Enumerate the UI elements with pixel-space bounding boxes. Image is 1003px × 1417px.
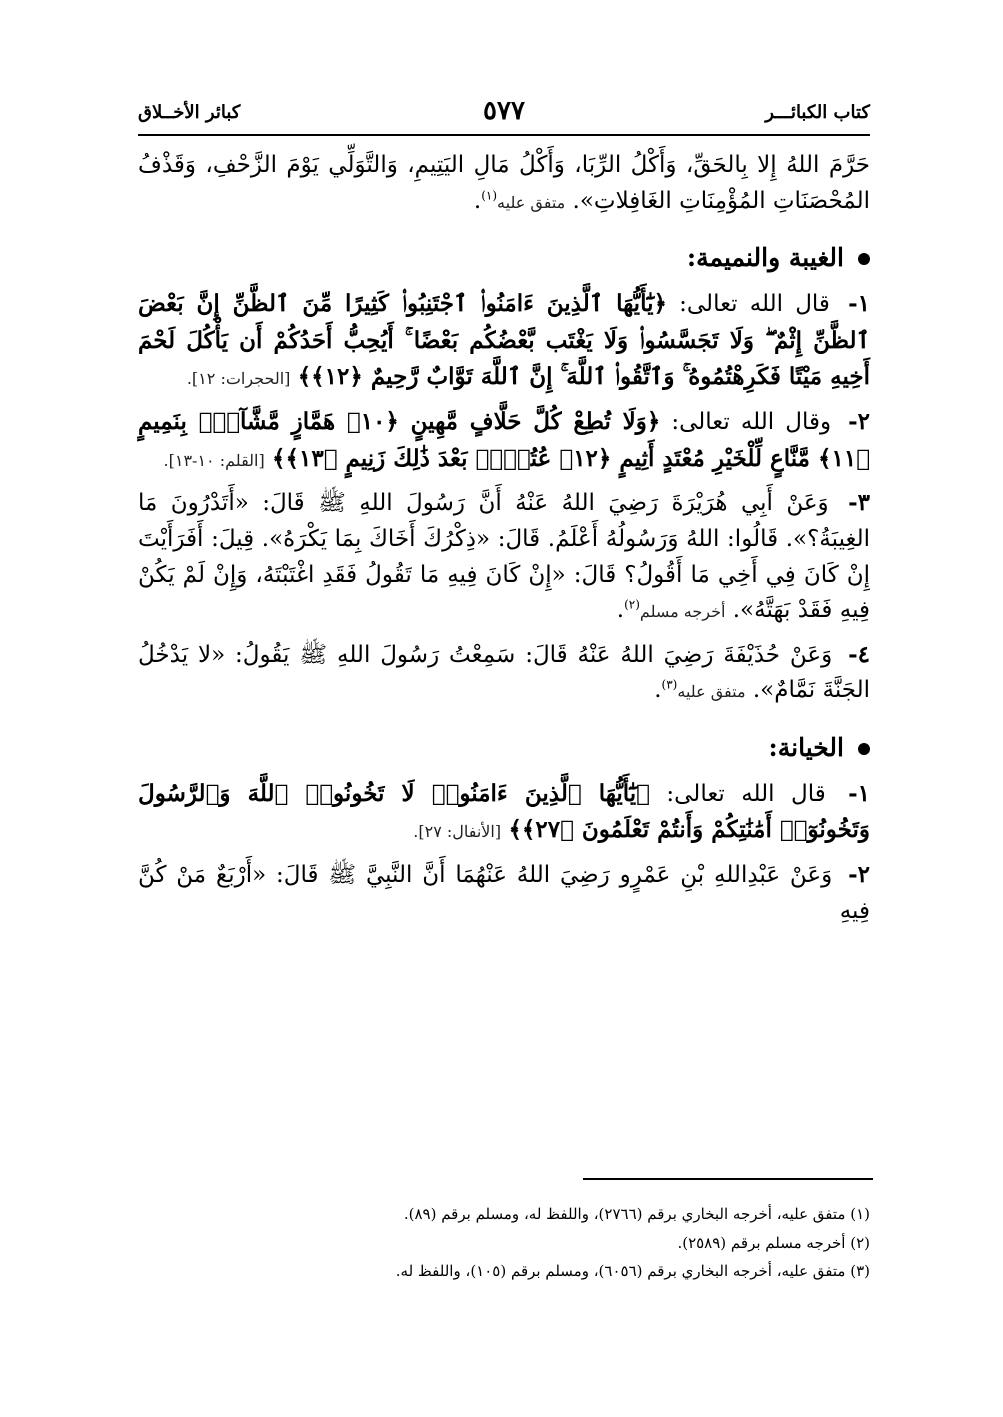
hadith-attribution: أخرجه مسلم	[639, 602, 726, 622]
quran-verse: ﴿يَٰٓأَيُّهَا ٱلَّذِينَ ءَامَنُوا۟ ٱجْتَنِبُوا۟ كَثِيرًا مِّنَ ٱلظَّنِّ إِنَّ بَعْضَ ٱلظَّنِّ إِثْمٌ ۖ وَلَا تَجَسَّسُوا۟ وَلَا يَغْتَب بَّعْضُكُم بَعْضًا ۚ أَيُحِبُّ أَحَدُكُمْ أَن يَأْكُلَ لَحْمَ أَخِيهِ مَيْتًا فَكَرِهْتُمُوهُ ۚ وَٱتَّقُوا۟ ٱللَّهَ ۚ إِنَّ ٱللَّهَ تَوَّابٌ رَّحِيمٌ ﴿١٢﴾﴾	[138, 290, 870, 391]
quran-verse: ﴿يَٰٓأَيُّهَا ٱلَّذِينَ ءَامَنُوا۟ لَا تَخُونُوا۟ ٱللَّهَ وَٱلرَّسُولَ وَتَخُونُوٓا۟ أَمَٰنَٰتِكُمْ وَأَنتُمْ تَعْلَمُونَ ﴿٢٧﴾﴾	[138, 779, 870, 844]
main-content	[138, 148, 870, 937]
intro-paragraph: حَرَّمَ اللهُ إِلا بِالحَقِّ، وَأَكْلُ الرِّبَا، وَأَكْلُ مَالِ اليَتِيمِ، وَالتَّوَلِّي يَوْمَ الزَّحْفِ، وَقَذْفُ المُحْصَنَاتِ المُؤْمِنَاتِ الغَافِلاتِ». متفق عليه$^{(١)}$.	[138, 152, 870, 214]
list-item: ٤- وَعَنْ حُذَيْفَةَ رَضِيَ اللهُ عَنْهُ قَالَ: سَمِعْتُ رَسُولَ اللهِ ﷺ يَقُولُ: «لا يَدْخُلُ الجَنَّةَ نَمَّامٌ». متفق عليه$^{(٣)}$.	[138, 640, 870, 704]
hadith-text: وَعَنْ عَبْدِاللهِ بْنِ عَمْرٍو رَضِيَ اللهُ عَنْهُمَا أَنَّ النَّبِيَّ ﷺ قَالَ: «أَرْبَعٌ مَنْ كُنَّ فِيهِ	[138, 862, 870, 924]
item-lead: قال الله تعالى:	[679, 291, 830, 318]
verse-reference: [القلم: ١٠-١٣].	[163, 450, 265, 470]
footnote-ref: (٣)	[661, 677, 678, 692]
chapter-title: كبائر الأخــلاق	[138, 102, 241, 123]
quran-verse: ﴿وَلَا تُطِعْ كُلَّ حَلَّافٍ مَّهِينٍ ﴿١٠﴾ هَمَّازٍ مَّشَّآءٍۭ بِنَمِيمٍ ﴿١١﴾ مَّنَّاعٍ لِّلْخَيْرِ مُعْتَدٍ أَثِيمٍ ﴿١٢﴾ عُتُلٍّۭ بَعْدَ ذَٰلِكَ زَنِيمٍ ﴿١٣﴾﴾	[138, 407, 870, 472]
intro-attribution: متفق عليه	[497, 192, 566, 212]
item-lead: وقال الله تعالى:	[671, 408, 832, 435]
hadith-text: وَعَنْ حُذَيْفَةَ رَضِيَ اللهُ عَنْهُ قَالَ: سَمِعْتُ رَسُولَ اللهِ ﷺ يَقُولُ: «لا يَدْخُلُ الجَنَّةَ نَمَّامٌ».	[138, 641, 870, 704]
verse-reference: [الأنفال: ٢٧].	[413, 822, 502, 842]
footnotes	[138, 1200, 870, 1286]
item-lead: قال الله تعالى:	[666, 780, 826, 807]
section-title-text: الخيانة:	[768, 733, 844, 763]
bullet-icon	[858, 253, 870, 265]
footnote-2: (٢) أخرجه مسلم برقم (٢٥٨٩).	[677, 1233, 870, 1252]
item-number: ٣-	[848, 489, 870, 517]
footnote-1: (١) متفق عليه، أخرجه البخاري برقم (٢٧٦٦)، واللفظ له، ومسلم برقم (٨٩).	[403, 1205, 870, 1223]
list-item	[138, 286, 870, 396]
page-number: ٥٧٧	[483, 96, 525, 126]
list-item: ٣- وَعَنْ أَبِي هُرَيْرَةَ رَضِيَ اللهُ عَنْهُ أَنَّ رَسُولَ اللهِ ﷺ قَالَ: «أَتَدْرُونَ مَا الغِيبَةُ؟». قَالُوا: اللهُ وَرَسُولُهُ أَعْلَمُ. قَالَ: «ذِكْرُكَ أَخَاكَ بِمَا يَكْرَهُ». قِيلَ: أَفَرَأَيْتَ إِنْ كَانَ فِي أَخِي مَا أَقُولُ؟ قَالَ: «إِنْ كَانَ فِيهِ مَا تَقُولُ فَقَدِ اغْتَبْتَهُ، وَإِنْ لَمْ يَكُنْ فِيهِ فَقَدْ بَهَتَّهُ». أخرجه مسلم$^{(٢)}$.	[138, 489, 870, 624]
hadith-text: وَعَنْ أَبِي هُرَيْرَةَ رَضِيَ اللهُ عَنْهُ أَنَّ رَسُولَ اللهِ ﷺ قَالَ: «أَتَدْرُونَ مَا الغِيبَةُ؟». قَالُوا: اللهُ وَرَسُولُهُ أَعْلَمُ. قَالَ: «ذِكْرُكَ أَخَاكَ بِمَا يَكْرَهُ». قِيلَ: أَفَرَأَيْتَ إِنْ كَانَ فِي أَخِي مَا أَقُولُ؟ قَالَ: «إِنْ كَانَ فِيهِ مَا تَقُولُ فَقَدِ اغْتَبْتَهُ، وَإِنْ لَمْ يَكُنْ فِيهِ فَقَدْ بَهَتَّهُ».	[138, 490, 870, 624]
hadith-attribution: متفق عليه	[677, 682, 746, 702]
item-number: ١-	[848, 779, 871, 807]
footnote-3: (٣) متفق عليه، أخرجه البخاري برقم (٦٠٥٦)، ومسلم برقم (١٠٥)، واللفظ له.	[395, 1262, 870, 1280]
section-title-text: الغيبة والنميمة:	[686, 243, 844, 273]
footnote-ref: (٢)	[624, 597, 640, 612]
list-item	[138, 857, 870, 929]
item-number: ١-	[848, 290, 870, 318]
page-header	[138, 98, 870, 136]
section-title-gheeba	[138, 239, 870, 278]
list-item	[138, 776, 870, 849]
footnote-divider	[583, 1178, 873, 1180]
intro-text: حَرَّمَ اللهُ إِلا بِالحَقِّ، وَأَكْلُ الرِّبَا، وَأَكْلُ مَالِ اليَتِيمِ، وَالتَّوَلِّي يَوْمَ الزَّحْفِ، وَقَذْفُ المُحْصَنَاتِ المُؤْمِنَاتِ الغَافِلاتِ».	[138, 152, 870, 214]
bullet-icon	[858, 743, 870, 755]
list-item	[138, 404, 870, 477]
item-number: ٢-	[848, 861, 870, 889]
footnote-ref: (١)	[481, 187, 498, 202]
verse-reference: [الحجرات: ١٢].	[186, 369, 291, 389]
book-title: كتاب الكبائـــر	[765, 102, 870, 123]
item-number: ٢-	[848, 407, 871, 435]
section-title-khiyana	[138, 729, 870, 768]
item-number: ٤-	[848, 640, 870, 668]
